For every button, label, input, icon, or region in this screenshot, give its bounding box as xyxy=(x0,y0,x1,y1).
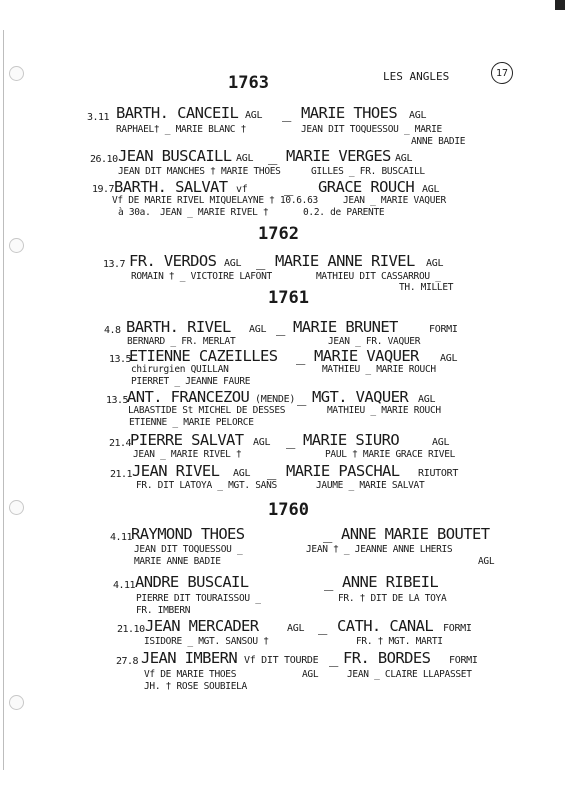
parents-wife: JAUME _ MARIE SALVAT xyxy=(316,480,425,491)
record-date: 13.7 xyxy=(103,259,126,270)
separator-dash: _ xyxy=(329,649,338,667)
husband-origin: AGL xyxy=(302,669,319,680)
wife-name: MARIE BRUNET xyxy=(293,318,398,336)
page-number: 17 xyxy=(495,67,509,79)
parents-husband: RAPHAEL† _ MARIE BLANC † xyxy=(116,124,247,135)
husband-note: AGL xyxy=(287,623,305,634)
husband-name: JEAN BUSCAILL xyxy=(118,147,232,165)
separator-dash: _ xyxy=(286,431,295,449)
husband-name: RAYMOND THOES xyxy=(131,525,245,543)
husband-name: JEAN MERCADER xyxy=(145,617,259,635)
binder-hole xyxy=(9,500,24,515)
husband-name: PIERRE SALVAT xyxy=(130,431,244,449)
wife-name: ANNE RIBEIL xyxy=(342,573,439,591)
wife-note: AGL xyxy=(395,153,413,164)
wife-name: ANNE MARIE BOUTET xyxy=(341,525,490,543)
record-date: 13.5 xyxy=(109,354,132,365)
year-heading-1762: 1762 xyxy=(258,224,299,244)
husband-name: FR. VERDOS xyxy=(129,252,217,270)
wife-name: MARIE ANNE RIVEL xyxy=(275,252,415,270)
wife-note: AGL xyxy=(426,258,444,269)
parents-wife: JEAN _ FR. VAQUER xyxy=(328,336,421,347)
wife-name: MARIE VAQUER xyxy=(314,347,419,365)
husband-note: AGL xyxy=(245,110,263,121)
wife-note: FORMI xyxy=(449,655,478,666)
husband-widower-note: Vf DE MARIE THOES xyxy=(144,669,237,680)
parents-wife: PAUL † MARIE GRACE RIVEL xyxy=(325,449,456,460)
wife-note: AGL xyxy=(422,184,440,195)
separator-dash: _ xyxy=(268,147,277,165)
husband-name: BARTH. CANCEIL xyxy=(116,104,239,122)
binder-hole xyxy=(9,66,24,81)
separator-dash: _ xyxy=(276,318,285,336)
parents-wife: JEAN _ MARIE VAQUER xyxy=(343,195,446,206)
parents-wife: MATHIEU _ MARIE ROUCH xyxy=(327,405,441,416)
parents-wife: JEAN _ CLAIRE LLAPASSET xyxy=(347,669,472,680)
wife-note: RIUTORT xyxy=(418,468,459,479)
husband-note: AGL xyxy=(249,324,267,335)
husband-name: ETIENNE CAZEILLES xyxy=(129,347,278,365)
record-date: 27.8 xyxy=(116,656,139,667)
separator-dash: _ xyxy=(324,573,333,591)
wife-name: MARIE SIURO xyxy=(303,431,400,449)
parents-husband: FR. DIT LATOYA _ MGT. SANS xyxy=(136,480,277,491)
parents-wife: MATHIEU DIT CASSARROU _ xyxy=(316,271,441,282)
parents-husband: BERNARD _ FR. MERLAT xyxy=(127,336,236,347)
wife-name: CATH. CANAL xyxy=(337,617,434,635)
parents-husband: ETIENNE _ MARIE PELORCE xyxy=(129,417,254,428)
wife-name: GRACE ROUCH xyxy=(318,178,415,196)
parents-wife: JEAN † _ JEANNE ANNE LHERIS xyxy=(306,544,453,555)
wife-note: AGL xyxy=(409,110,427,121)
separator-dash: _ xyxy=(267,462,276,480)
parents-husband: JEAN DIT MANCHES † MARIE THOES xyxy=(118,166,281,177)
binder-hole xyxy=(9,238,24,253)
record-date: 3.11 xyxy=(87,112,110,123)
parents-wife: GILLES _ FR. BUSCAILL xyxy=(311,166,425,177)
wife-name: MARIE PASCHAL xyxy=(286,462,400,480)
separator-dash: _ xyxy=(256,252,265,270)
husband-note: (MENDE) xyxy=(255,394,296,405)
record-date: 19.7 xyxy=(92,184,115,195)
wife-note: FORMI xyxy=(443,623,472,634)
parents-husband: JH. † ROSE SOUBIELA xyxy=(144,681,247,692)
binder-hole xyxy=(9,695,24,710)
record-date: 4.11 xyxy=(110,532,133,543)
parents-husband-cont: FR. IMBERN xyxy=(136,605,191,616)
parents-husband: ROMAIN † _ VICTOIRE LAFONT xyxy=(131,271,272,282)
parents-husband: ISIDORE _ MGT. SANSOU † xyxy=(144,636,269,647)
wife-name: MARIE THOES xyxy=(301,104,398,122)
wife-note: FORMI xyxy=(429,324,458,335)
place-heading: LES ANGLES xyxy=(383,70,450,83)
wife-note: AGL xyxy=(418,394,436,405)
parents-husband: JEAN _ MARIE RIVEL † xyxy=(133,449,242,460)
page-edge-line xyxy=(3,30,4,770)
age-note: à 30a. xyxy=(118,207,151,218)
husband-origin: LABASTIDE St MICHEL DE DESSES xyxy=(128,405,286,416)
husband-name: BARTH. RIVEL xyxy=(126,318,231,336)
record-date: 26.10 xyxy=(90,154,118,165)
husband-note: AGL xyxy=(253,437,271,448)
parents-wife: FR. † DIT DE LA TOYA xyxy=(338,593,447,604)
wife-name: MARIE VERGES xyxy=(286,147,391,165)
husband-note: Vf DIT TOURDE xyxy=(244,655,319,666)
year-heading-1760: 1760 xyxy=(268,500,309,520)
parents-husband: PIERRET _ JEANNE FAURE xyxy=(131,376,251,387)
wife-name: MGT. VAQUER xyxy=(312,388,409,406)
record-date: 4.11 xyxy=(113,580,136,591)
husband-note: vf xyxy=(236,184,248,195)
record-date: 21.1 xyxy=(110,469,133,480)
separator-dash: _ xyxy=(296,347,305,365)
parents-wife: JEAN DIT TOQUESSOU _ MARIE xyxy=(301,124,442,135)
parents-husband-cont: MARIE ANNE BADIE xyxy=(134,556,221,567)
parents-wife-cont: ANNE BADIE xyxy=(411,136,466,147)
wife-note: AGL xyxy=(440,353,458,364)
husband-note: AGL xyxy=(236,153,254,164)
parents-husband: Vf DE MARIE RIVEL MIQUELAYNE † 10.6.63 xyxy=(112,195,318,206)
separator-dash: _ xyxy=(284,178,293,196)
parents-husband: PIERRE DIT TOURAISSOU _ xyxy=(136,593,261,604)
year-heading-1763: 1763 xyxy=(228,73,269,93)
parents-husband: JEAN DIT TOQUESSOU _ xyxy=(134,544,243,555)
separator-dash: _ xyxy=(282,104,291,122)
wife-note: AGL xyxy=(478,556,495,567)
husband-name: JEAN IMBERN xyxy=(141,649,238,667)
husband-name: JEAN RIVEL xyxy=(132,462,220,480)
wife-name: FR. BORDES xyxy=(343,649,431,667)
husband-name: ANDRE BUSCAIL xyxy=(135,573,249,591)
page-number-circle xyxy=(491,62,513,84)
separator-dash: _ xyxy=(318,617,327,635)
kinship-note: 0.2. de PARENTE xyxy=(303,207,385,218)
parents-husband-cont: JEAN _ MARIE RIVEL † xyxy=(160,207,269,218)
record-date: 21.10 xyxy=(117,624,145,635)
husband-note: AGL xyxy=(233,468,251,479)
husband-name: BARTH. SALVAT xyxy=(114,178,228,196)
separator-dash: _ xyxy=(297,388,306,406)
parents-wife: MATHIEU _ MARIE ROUCH xyxy=(322,364,436,375)
record-date: 13.5 xyxy=(106,395,129,406)
wife-note: AGL xyxy=(432,437,450,448)
husband-name: ANT. FRANCEZOU xyxy=(127,388,250,406)
corner-mark xyxy=(555,0,565,10)
parents-wife: FR. † MGT. MARTI xyxy=(356,636,443,647)
parents-wife-cont: TH. MILLET xyxy=(399,282,454,293)
husband-origin: chirurgien QUILLAN xyxy=(131,364,229,375)
record-date: 21.4 xyxy=(109,438,132,449)
year-heading-1761: 1761 xyxy=(268,288,309,308)
husband-note: AGL xyxy=(224,258,242,269)
separator-dash: _ xyxy=(323,525,332,543)
record-date: 4.8 xyxy=(104,325,121,336)
